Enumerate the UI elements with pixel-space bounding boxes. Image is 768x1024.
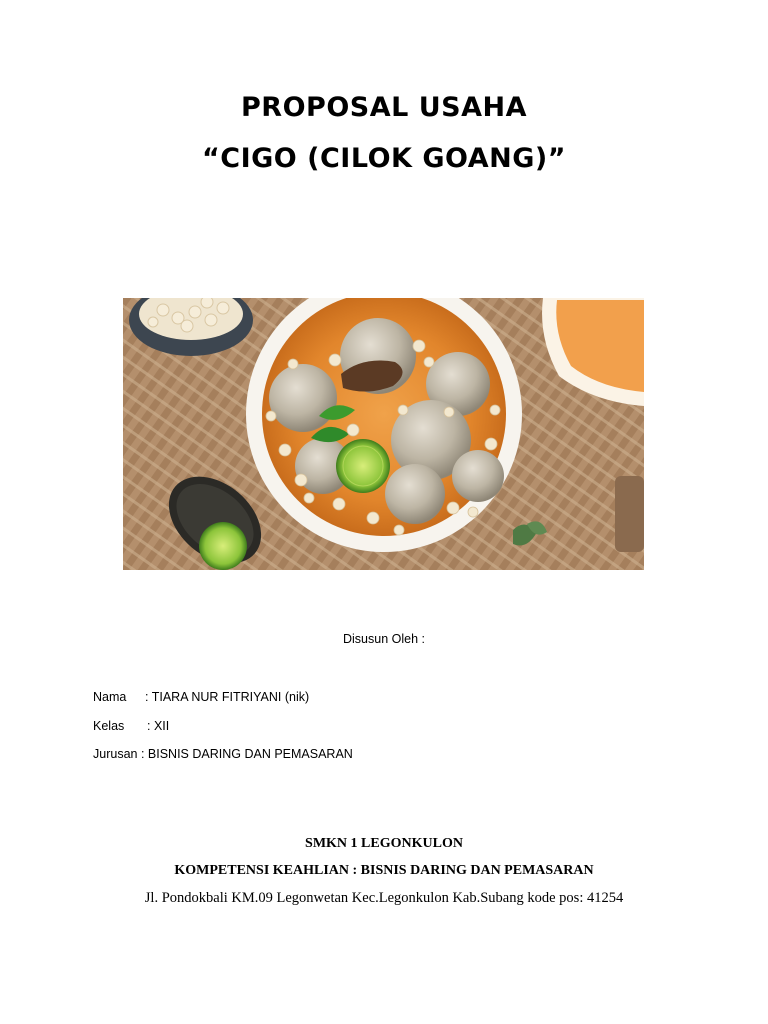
class-value: : XII	[147, 719, 170, 733]
class-row	[93, 719, 169, 733]
school-address: Jl. Pondokbali KM.09 Legonwetan Kec.Legonkulon Kab.Subang kode pos: 41254	[144, 890, 624, 906]
name-value: : TIARA NUR FITRIYANI (nik)	[145, 690, 310, 704]
major-label: Jurusan	[93, 747, 138, 761]
competency-line: KOMPETENSI KEAHLIAN : BISNIS DARING DAN PEMASARAN	[174, 863, 594, 878]
prepared-by-label: Disusun Oleh :	[343, 632, 425, 646]
class-label: Kelas	[93, 719, 125, 733]
title-line-1: PROPOSAL USAHA	[241, 92, 527, 123]
name-row	[93, 690, 309, 704]
major-value: : BISNIS DARING DAN PEMASARAN	[140, 747, 353, 761]
title-line-2: “CIGO (CILOK GOANG)”	[202, 143, 566, 174]
school-name: SMKN 1 LEGONKULON	[305, 836, 463, 851]
major-row	[93, 747, 353, 761]
cover-photo	[123, 298, 644, 570]
name-label: Nama	[93, 690, 127, 704]
